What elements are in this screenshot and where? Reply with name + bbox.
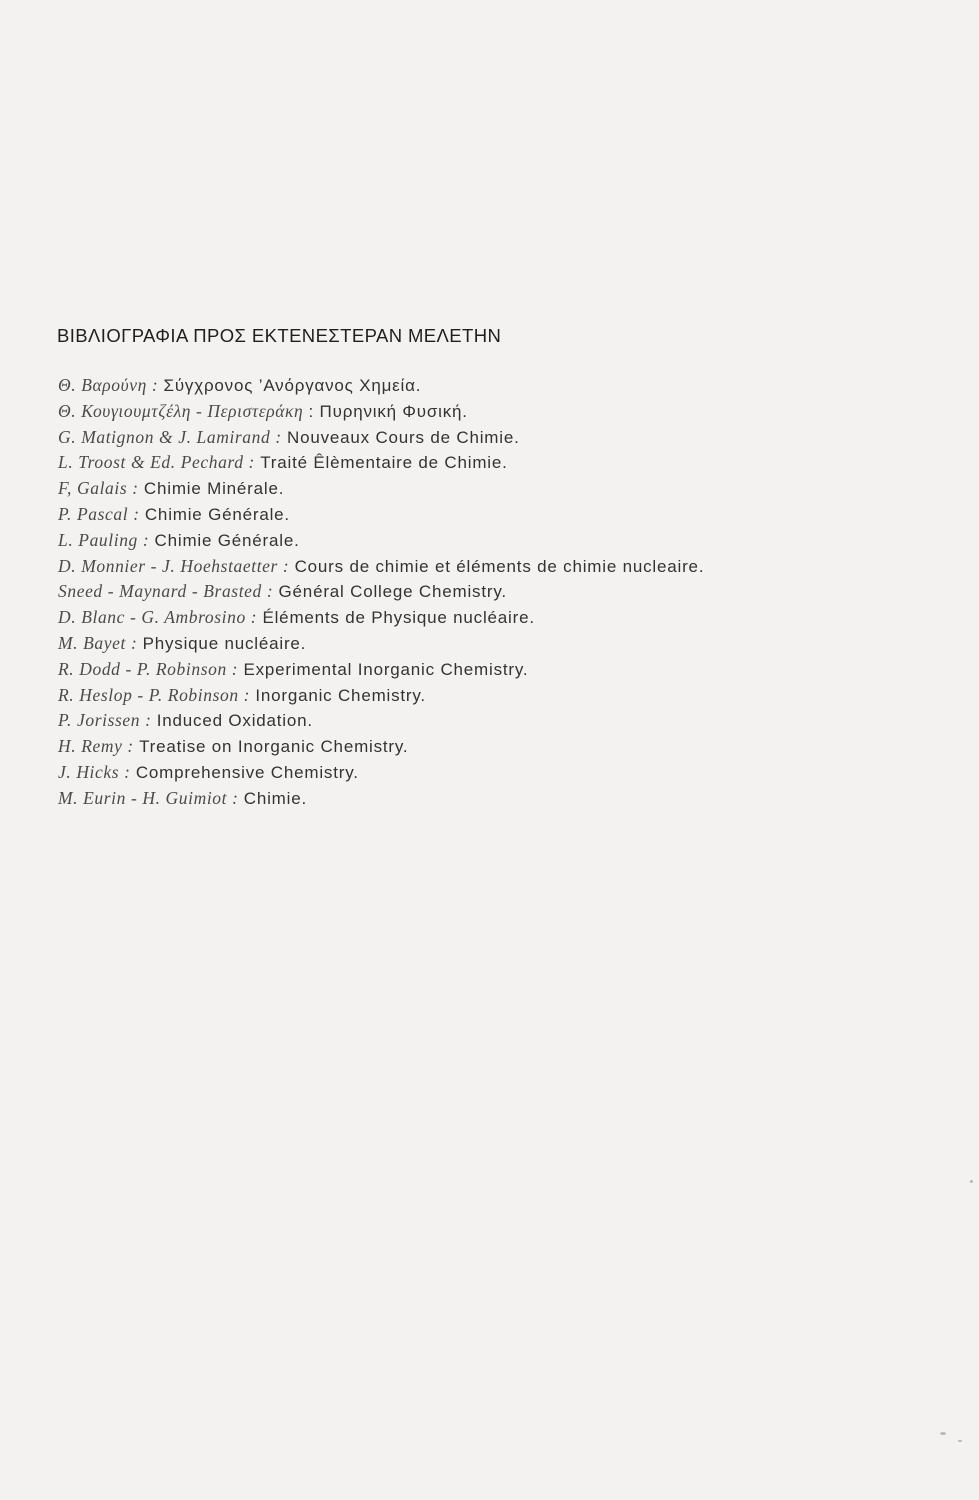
- reference-item: [58, 579, 958, 605]
- reference-title: Treatise on Inorganic Chemistry.: [139, 737, 409, 757]
- reference-title: Physique nucléaire.: [142, 633, 307, 653]
- reference-author: L. Troost & Ed. Pechard :: [58, 452, 255, 473]
- reference-author: Θ. Κουγιουμτζέλη - Περιστεράκη: [58, 400, 304, 421]
- reference-author: L. Pauling :: [58, 529, 150, 550]
- reference-title: Σύγχρονος ’Ανόργανος Χημεία.: [163, 376, 422, 395]
- reference-author: Θ. Βαρούνη :: [58, 375, 159, 395]
- reference-author: P. Pascal :: [58, 503, 140, 524]
- reference-item: [58, 760, 958, 786]
- reference-item: [58, 657, 958, 683]
- reference-item: [58, 399, 958, 425]
- reference-item: [58, 631, 958, 657]
- reference-list: [58, 373, 958, 812]
- reference-item: [58, 786, 958, 812]
- reference-author: R. Dodd - P. Robinson :: [58, 658, 239, 679]
- reference-title: Traité Êlèmentaire de Chimie.: [260, 453, 508, 473]
- reference-author: D. Blanc - G. Ambrosino :: [58, 607, 258, 628]
- reference-title: Chimie Générale.: [144, 504, 290, 524]
- bibliography-heading: ΒΙΒΛΙΟΓΡΑΦΙΑ ΠΡΟΣ ΕΚΤΕΝΕΣΤΕΡΑΝ ΜΕΛΕΤΗΝ: [57, 325, 502, 346]
- reference-title: Comprehensive Chemistry.: [135, 762, 359, 782]
- reference-title: Nouveaux Cours de Chimie.: [287, 427, 520, 447]
- reference-item: [58, 373, 958, 399]
- reference-item: [58, 502, 958, 528]
- paper-speck: [940, 1432, 946, 1435]
- reference-author: F, Galais :: [58, 478, 139, 499]
- reference-title: Général College Chemistry.: [278, 582, 507, 602]
- reference-item: [58, 476, 958, 502]
- reference-item: [58, 683, 958, 709]
- reference-author: R. Heslop - P. Robinson :: [58, 684, 251, 705]
- reference-item: [58, 528, 958, 554]
- reference-author: Sneed - Maynard - Brasted :: [58, 581, 274, 602]
- reference-title: Chimie Minérale.: [143, 479, 285, 499]
- paper-speck: [958, 1440, 962, 1442]
- reference-title: : Πυρηνική Φυσική.: [308, 401, 468, 421]
- reference-author: G. Matignon & J. Lamirand :: [58, 426, 282, 447]
- reference-title: Chimie Générale.: [154, 530, 300, 550]
- reference-item: [58, 554, 958, 580]
- reference-title: Experimental Inorganic Chemistry.: [243, 659, 529, 679]
- reference-item: [58, 708, 958, 734]
- reference-item: [58, 450, 958, 476]
- reference-title: Inorganic Chemistry.: [255, 685, 426, 705]
- reference-item: [58, 425, 958, 451]
- reference-author: M. Eurin - H. Guimiot :: [58, 787, 239, 808]
- reference-title: Chimie.: [243, 788, 307, 808]
- reference-item: [58, 605, 958, 631]
- reference-title: Induced Oxidation.: [156, 711, 313, 731]
- reference-title: Éléments de Physique nucléaire.: [262, 608, 535, 628]
- reference-item: [58, 734, 958, 760]
- reference-author: M. Bayet :: [58, 632, 138, 653]
- reference-author: J. Hicks :: [58, 761, 131, 782]
- reference-author: P. Jorissen :: [58, 710, 152, 731]
- paper-speck: [970, 1180, 973, 1183]
- reference-author: H. Remy :: [58, 736, 134, 757]
- reference-title: Cours de chimie et éléments de chimie nucleaire.: [294, 556, 705, 576]
- reference-author: D. Monnier - J. Hoehstaetter :: [58, 555, 290, 576]
